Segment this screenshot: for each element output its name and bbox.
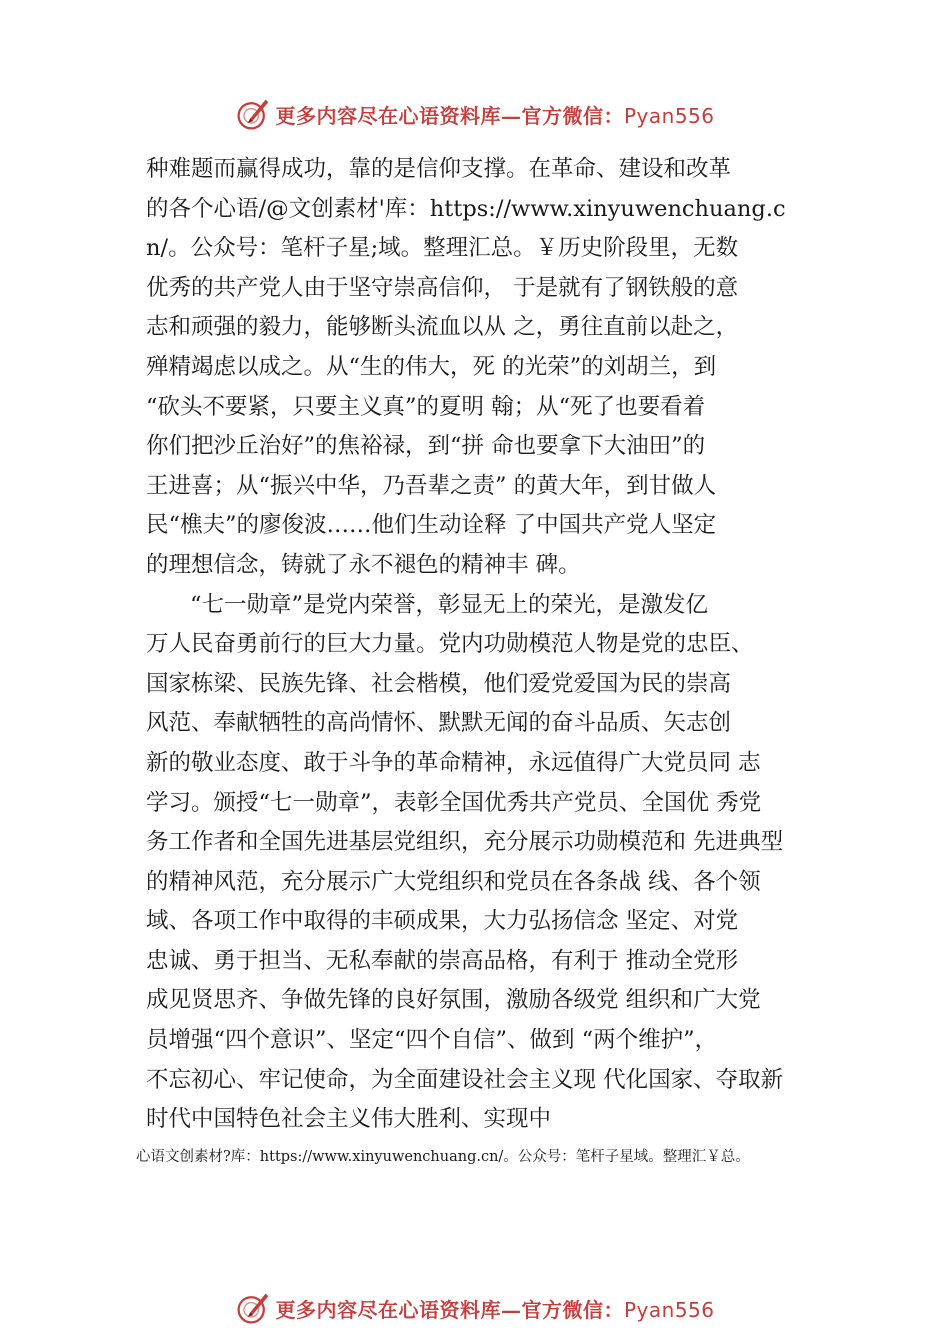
document-body — [146, 150, 836, 1140]
body-line: “砍头不要紧，只要主义真”的夏明 翰；从“死了也要看着 — [146, 393, 706, 420]
body-line: 员增强“四个意识”、坚定“四个自信”、做到 “两个维护”， — [146, 1027, 718, 1054]
body-line: 的精神风范，充分展示广大党组织和党员在各条战 线、各个领 — [146, 868, 761, 895]
quill-logo-icon — [235, 96, 271, 132]
body-line: 不忘初心、牢记使命，为全面建设社会主义现 代化国家、夺取新 — [146, 1066, 784, 1093]
body-line: 殚精竭虑以成之。从“生的伟大，死 的光荣”的刘胡兰，到 — [146, 353, 717, 380]
body-line: 新的敬业态度、敢于斗争的革命精神，永远值得广大党员同 志 — [146, 749, 761, 776]
quill-logo-icon — [235, 1290, 271, 1326]
body-line: 风范、奉献牺牲的高尚情怀、默默无闻的奋斗品质、矢志创 — [146, 710, 732, 737]
body-line: 务工作者和全国先进基层党组织，充分展示功勋模范和 先进典型 — [146, 829, 784, 856]
body-line: 忠诚、勇于担当、无私奉献的崇高品格，有利于 推动全党形 — [146, 947, 739, 974]
body-line: 种难题而赢得成功，靠的是信仰支撑。在革命、建设和改革 — [146, 156, 732, 182]
footer-banner — [0, 1288, 950, 1328]
body-line: 你们把沙丘治好”的焦裕禄，到“拼 命也要拿下大油田”的 — [146, 433, 706, 460]
body-line: 优秀的共产党人由于坚守崇高信仰， 于是就有了钢铁般的意 — [146, 274, 739, 301]
body-line: 学习。颁授“七一勋章”，表彰全国优秀共产党员、全国优 秀党 — [146, 789, 762, 816]
wechat-account: Pyan556 — [623, 1297, 715, 1322]
body-line: 王进喜；从“振兴中华，乃吾辈之责” 的黄大年，到甘做人 — [146, 472, 717, 499]
body-line: n/。公众号：笔杆子星;域。整理汇总。￥历史阶段里，无数 — [146, 235, 739, 262]
banner-text: 更多内容尽在心语资料库—官方微信：Pyan556 — [275, 103, 715, 128]
body-line: 万人民奋勇前行的巨大力量。党内功勋模范人物是党的忠臣、 — [146, 631, 754, 658]
paragraph-start-line: “七一勋章”是党内荣誉，彰显无上的荣光，是激发亿 — [190, 591, 709, 618]
header-banner — [0, 94, 950, 134]
body-line: 国家栋梁、民族先锋、社会楷模，他们爱党爱国为民的崇高 — [146, 670, 732, 697]
body-line: 成见贤思齐、争做先锋的良好氛围，激励各级党 组织和广大党 — [146, 987, 761, 1014]
body-line: 的各个心语/@文创素材'库：https://www.xinyuwenchuang.c — [146, 195, 786, 222]
wechat-account: Pyan556 — [623, 103, 715, 128]
body-line: 志和顽强的毅力，能够断头流血以从 之，勇往直前以赴之， — [146, 314, 739, 341]
banner-text: 更多内容尽在心语资料库—官方微信：Pyan556 — [275, 1297, 715, 1322]
body-line: 时代中国特色社会主义伟大胜利、实现中 — [146, 1106, 552, 1133]
body-line: 域、各项工作中取得的丰硕成果，大力弘扬信念 坚定、对党 — [146, 908, 739, 935]
body-line: 民“樵夫”的廖俊波……他们生动诠释 了中国共产党人坚定 — [146, 512, 717, 539]
body-line: 的理想信念，铸就了永不褪色的精神丰 碑。 — [146, 551, 581, 578]
source-footnote: 心语文创素材?库：https://www.xinyuwenchuang.cn/。公众号：笔杆子星域。整理汇￥总。 — [136, 1149, 750, 1165]
